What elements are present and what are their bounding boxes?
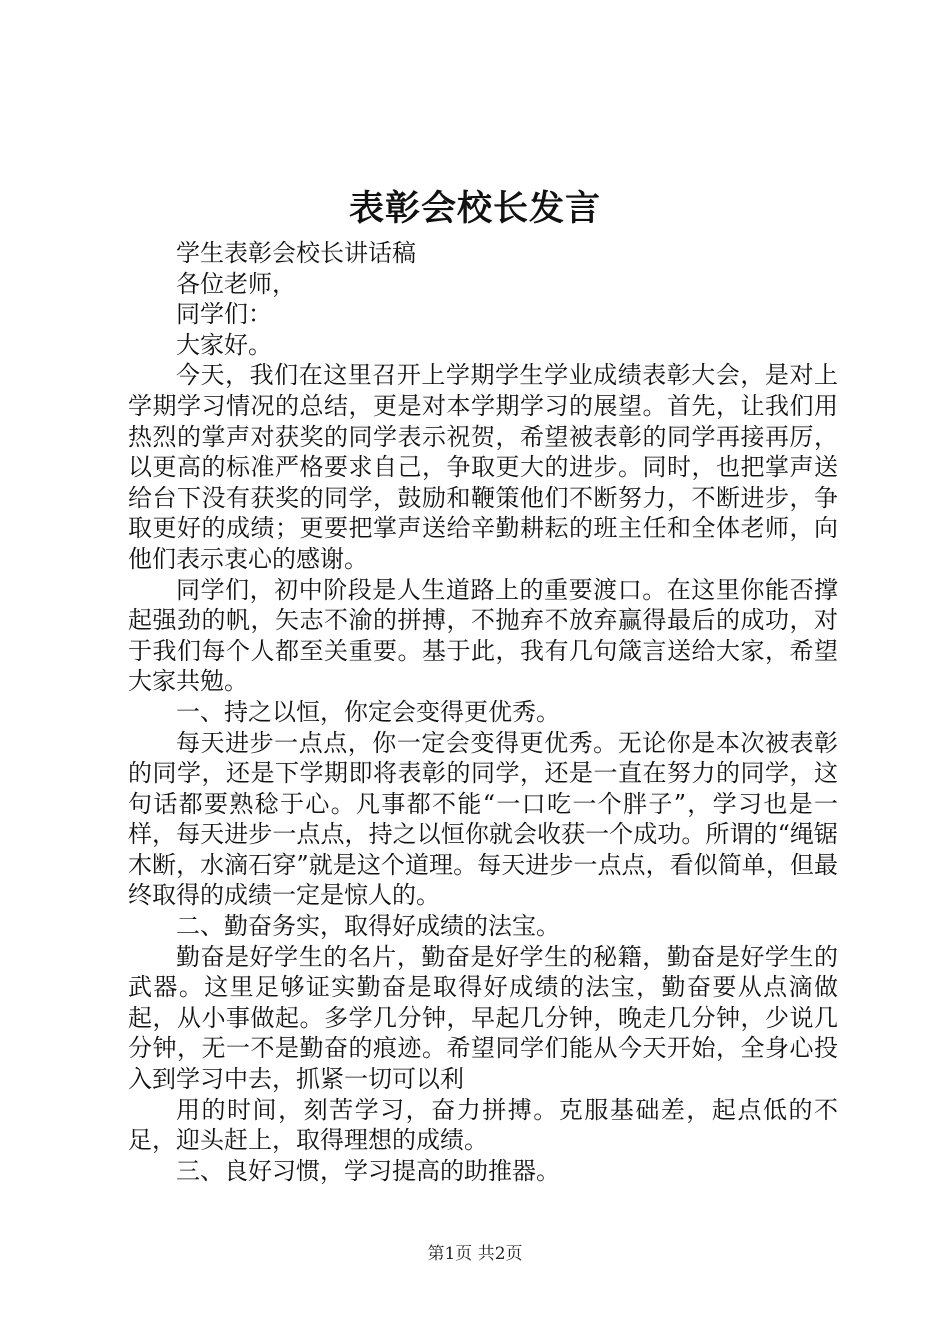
section-heading-2: 二、勤奋务实，取得好成绩的法宝。 (176, 912, 560, 941)
paragraph-junior-high: 同学们，初中阶段是人生道路上的重要渡口。在这里你能否撑起强劲的帆，矢志不渝的拼搏，不抛弃不放弃赢得最后的成功，对于我们每个人都至关重要。基于此，我有几句箴言送给大家，希望大家共勉。 (128, 575, 838, 696)
document-body (128, 238, 838, 1186)
page-footer: 第1页 共2页 (427, 1244, 523, 1264)
section-heading-3: 三、良好习惯，学习提高的助推器。 (176, 1156, 560, 1185)
document-title: 表彰会校长发言 (348, 188, 601, 229)
paragraph-salutation-teachers: 各位老师， (176, 269, 296, 298)
paragraph-salutation-students: 同学们： (176, 300, 272, 329)
paragraph-opening: 今天，我们在这里召开上学期学生学业成绩表彰大会，是对上学期学习情况的总结，更是对本学期学习的展望。首先，让我们用热烈的掌声对获奖的同学表示祝贺，希望被表彰的同学再接再厉，以更高的标准严格要求自己，争取更大的进步。同时，也把掌声送给台下没有获奖的同学，鼓励和鞭策他们不断努力，不断进步，争取更好的成绩；更要把掌声送给辛勤耕耘的班主任和全体老师，向他们表示衷心的感谢。 (128, 361, 838, 573)
paragraph-section-1: 每天进步一点点，你一定会变得更优秀。无论你是本次被表彰的同学，还是下学期即将表彰的同学，还是一直在努力的同学，这句话都要熟稔于心。凡事都不能“一口吃一个胖子”，学习也是一样，每天进步一点点，持之以恒你就会收获一个成功。所谓的“绳锯木断，水滴石穿”就是这个道理。每天进步一点点，看似简单，但最终取得的成绩一定是惊人的。 (128, 728, 838, 910)
paragraph-subtitle: 学生表彰会校长讲话稿 (176, 239, 416, 267)
paragraph-section-2-continued: 用的时间，刻苦学习，奋力拼搏。克服基础差，起点低的不足，迎头赶上，取得理想的成绩。 (128, 1095, 838, 1155)
paragraph-section-2: 勤奋是好学生的名片，勤奋是好学生的秘籍，勤奋是好学生的武器。这里足够证实勤奋是取得好成绩的法宝，勤奋要从点滴做起，从小事做起。多学几分钟，早起几分钟，晚走几分钟，少说几分钟，无一不是勤奋的痕迹。希望同学们能从今天开始，全身心投入到学习中去，抓紧一切可以利 (128, 942, 838, 1094)
section-heading-1: 一、持之以恒，你定会变得更优秀。 (176, 697, 560, 726)
paragraph-greeting: 大家好。 (176, 330, 272, 359)
